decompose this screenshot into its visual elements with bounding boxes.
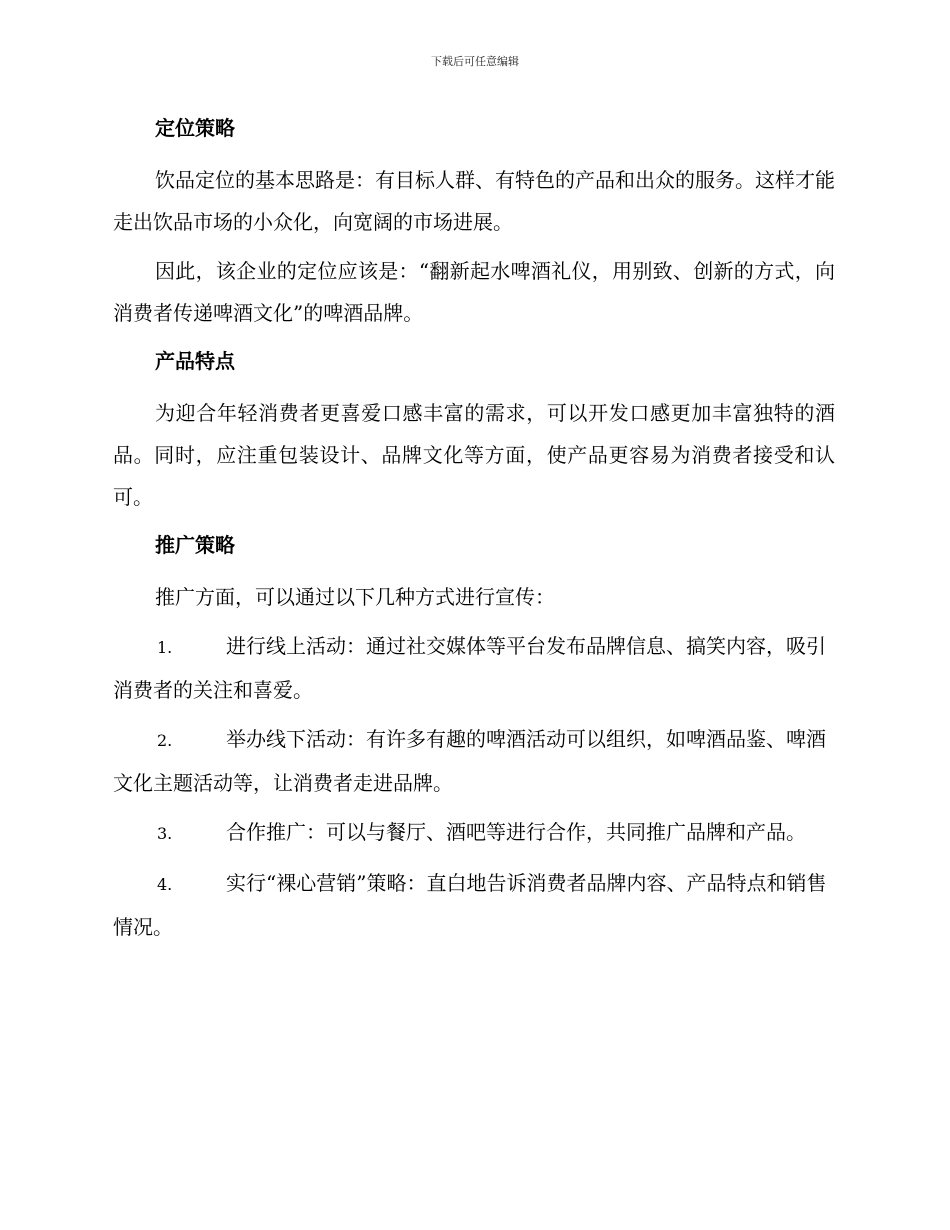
list-item-number: 3.	[157, 824, 173, 843]
list-item-number: 4.	[157, 875, 173, 894]
page-header: 下载后可任意编辑	[431, 55, 519, 68]
list-item	[113, 718, 835, 804]
list-item	[113, 862, 835, 948]
paragraph: 推广方面，可以通过以下几种方式进行宣传：	[155, 585, 555, 609]
list-item-number: 2.	[157, 731, 173, 750]
list-item-text: 举办线下活动：有许多有趣的啤酒活动可以组织，如啤酒品鉴、啤酒文化主题活动等，让消费者走进品牌。	[113, 727, 826, 795]
section-heading-positioning: 定位策略	[155, 116, 235, 140]
section-heading-product: 产品特点	[155, 349, 235, 373]
list-item-text: 实行“裸心营销”策略：直白地告诉消费者品牌内容、产品特点和销售情况。	[113, 871, 827, 939]
paragraph: 因此，该企业的定位应该是：“翻新起水啤酒礼仪，用别致、创新的方式，向消费者传递啤酒文化”的啤酒品牌。	[113, 259, 835, 325]
document-body	[113, 108, 835, 955]
list-item-text: 进行线上活动：通过社交媒体等平台发布品牌信息、搞笑内容，吸引消费者的关注和喜爱。	[113, 634, 826, 702]
paragraph: 饮品定位的基本思路是：有目标人群、有特色的产品和出众的服务。这样才能走出饮品市场的小众化，向宽阔的市场进展。	[113, 168, 835, 234]
list-item-number: 1.	[157, 638, 173, 657]
list-item-text: 合作推广：可以与餐厅、酒吧等进行合作，共同推广品牌和产品。	[226, 820, 806, 844]
list-item	[113, 625, 835, 711]
paragraph: 为迎合年轻消费者更喜爱口感丰富的需求，可以开发口感更加丰富独特的酒品。同时，应注重包装设计、品牌文化等方面，使产品更容易为消费者接受和认可。	[113, 401, 835, 509]
section-heading-promotion: 推广策略	[155, 533, 235, 557]
list-item	[113, 811, 835, 855]
